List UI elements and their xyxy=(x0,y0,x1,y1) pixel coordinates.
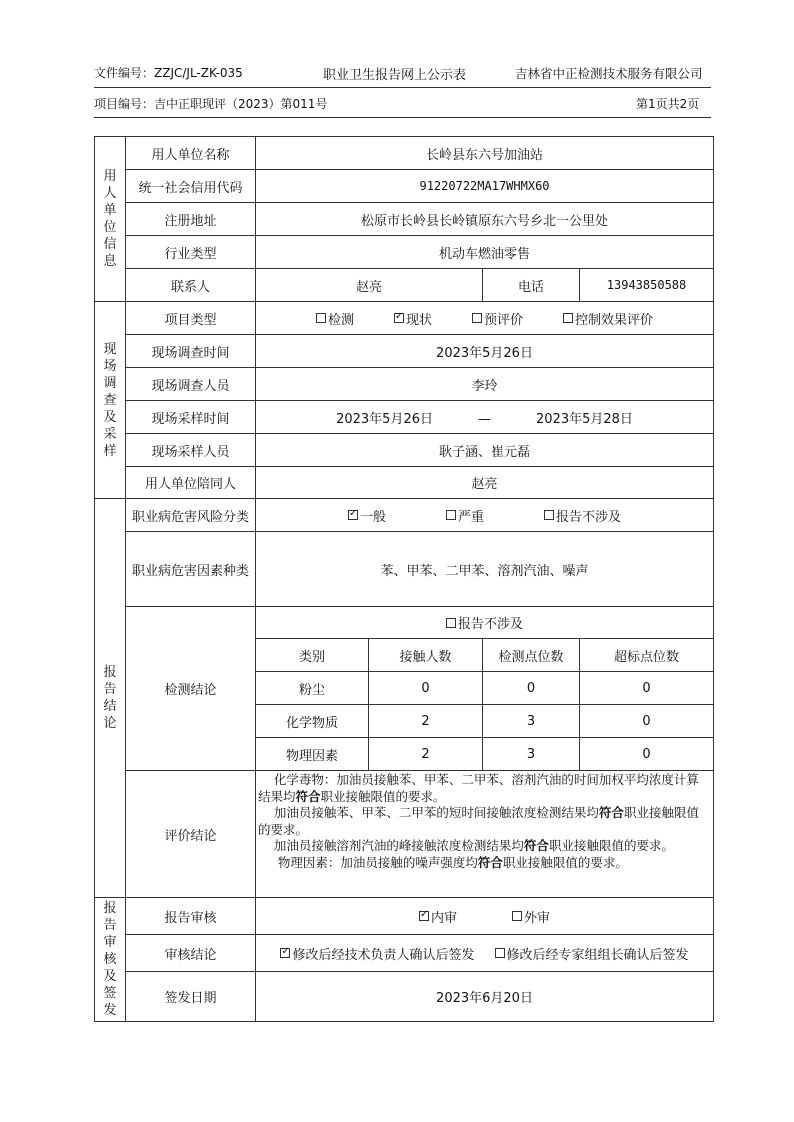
table-cell: 2 xyxy=(369,705,483,738)
table-cell: 3 xyxy=(483,705,580,738)
sampling-dash: — xyxy=(478,411,491,427)
eval-paragraph: 加油员接触溶剂汽油的峰接触浓度检测结果均符合职业接触限值的要求。 xyxy=(258,838,674,853)
credit-code: 91220722MA17WHMX60 xyxy=(256,170,714,203)
surveyor-label: 现场调查人员 xyxy=(126,368,256,401)
review-options xyxy=(256,898,714,935)
eval-paragraph: 物理因素：加油员接触的噪声强度均符合职业接触限值的要求。 xyxy=(258,854,628,870)
evaluation-conclusion xyxy=(256,771,714,898)
table-header: 接触人数 xyxy=(369,639,483,672)
section-survey: 现 场 调 查 及 采 样 xyxy=(95,302,126,499)
detect-label: 检测结论 xyxy=(126,607,256,771)
option-expert-lead-confirm[interactable]: 修改后经专家组组长确认后签发 xyxy=(495,944,689,963)
table-cell: 粉尘 xyxy=(256,672,369,705)
table-cell: 0 xyxy=(369,672,483,705)
checkbox-icon xyxy=(495,948,505,958)
section-review: 报 告 审 核 及 签 发 xyxy=(95,898,126,1022)
table-cell: 0 xyxy=(483,672,580,705)
table-header: 检测点位数 xyxy=(483,639,580,672)
review-label: 报告审核 xyxy=(126,898,256,935)
eval-paragraph: 加油员接触苯、甲苯、二甲苯的短时间接触浓度检测结果均符合职业接触限值的要求。 xyxy=(258,805,699,837)
option-control-effect[interactable]: 控制效果评价 xyxy=(563,309,653,328)
checkbox-icon xyxy=(446,618,456,628)
table-cell: 化学物质 xyxy=(256,705,369,738)
option-risk-not-involved[interactable]: 报告不涉及 xyxy=(544,506,621,525)
table-cell: 2 xyxy=(369,738,483,771)
checkbox-icon xyxy=(446,510,456,520)
option-detect-not-involved[interactable]: 报告不涉及 xyxy=(446,613,523,632)
table-header: 超标点位数 xyxy=(580,639,714,672)
registered-address: 松原市长岭县长岭镇原东六号乡北一公里处 xyxy=(256,203,714,236)
option-current-status[interactable]: ✓ 现状 xyxy=(394,309,432,328)
eval-label: 评价结论 xyxy=(126,771,256,898)
phone-label: 电话 xyxy=(483,269,580,302)
document-title: 职业卫生报告网上公示表 xyxy=(323,68,467,83)
option-detection[interactable]: 检测 xyxy=(316,309,354,328)
survey-time: 2023年5月26日 xyxy=(256,335,714,368)
checkbox-icon xyxy=(544,510,554,520)
industry-label: 行业类型 xyxy=(126,236,256,269)
companion: 赵亮 xyxy=(256,467,714,499)
table-cell: 0 xyxy=(580,705,714,738)
company-name: 吉林省中正检测技术服务有限公司 xyxy=(515,66,703,81)
checkbox-checked-icon xyxy=(348,510,358,520)
page-info: 第1页共2页 xyxy=(636,97,700,111)
table-cell: 0 xyxy=(580,738,714,771)
contact-person: 赵亮 xyxy=(256,269,483,302)
employer-name-label: 用人单位名称 xyxy=(126,137,256,170)
checkbox-checked-icon xyxy=(419,911,429,921)
review-results xyxy=(256,935,714,972)
hazard-factors: 苯、甲苯、二甲苯、溶剂汽油、噪声 xyxy=(256,532,714,607)
project-type-label: 项目类型 xyxy=(126,302,256,335)
table-cell: 3 xyxy=(483,738,580,771)
checkbox-icon xyxy=(563,313,573,323)
contact-label: 联系人 xyxy=(126,269,256,302)
checkbox-icon xyxy=(472,313,482,323)
sampling-end: 2023年5月28日 xyxy=(536,411,633,427)
option-risk-general[interactable]: ✓ 一般 xyxy=(348,506,386,525)
checkbox-icon xyxy=(316,313,326,323)
disclosure-table xyxy=(94,136,714,1022)
industry-type: 机动车燃油零售 xyxy=(256,236,714,269)
review-result-label: 审核结论 xyxy=(126,935,256,972)
option-external-review[interactable]: 外审 xyxy=(512,907,550,926)
table-cell: 物理因素 xyxy=(256,738,369,771)
checkbox-checked-icon xyxy=(280,948,290,958)
sampler: 耿子涵、崔元磊 xyxy=(256,434,714,467)
companion-label: 用人单位陪同人 xyxy=(126,467,256,499)
sampling-time-label: 现场采样时间 xyxy=(126,401,256,434)
project-type-options xyxy=(256,302,714,335)
header-divider-2 xyxy=(94,117,711,118)
table-header: 类别 xyxy=(256,639,369,672)
section-employer: 用 人 单 位 信 息 xyxy=(95,137,126,302)
eval-paragraph: 化学毒物：加油员接触苯、甲苯、二甲苯、溶剂汽油的时间加权平均浓度计算结果均符合职业接触限值的要求。 xyxy=(258,772,699,804)
employer-name: 长岭县东六号加油站 xyxy=(256,137,714,170)
phone-number: 13943850588 xyxy=(580,269,714,302)
address-label: 注册地址 xyxy=(126,203,256,236)
risk-options xyxy=(256,499,714,532)
issue-date-label: 签发日期 xyxy=(126,972,256,1022)
sampler-label: 现场采样人员 xyxy=(126,434,256,467)
factors-label: 职业病危害因素种类 xyxy=(126,532,256,607)
table-cell: 0 xyxy=(580,672,714,705)
option-tech-lead-confirm[interactable]: ✓ 修改后经技术负责人确认后签发 xyxy=(280,944,474,963)
option-pre-assessment[interactable]: 预评价 xyxy=(472,309,523,328)
sampling-start: 2023年5月26日 xyxy=(336,411,433,427)
issue-date: 2023年6月20日 xyxy=(256,972,714,1022)
project-number: 项目编号：吉中正职现评（2023）第011号 xyxy=(94,97,328,111)
survey-time-label: 现场调查时间 xyxy=(126,335,256,368)
credit-code-label: 统一社会信用代码 xyxy=(126,170,256,203)
risk-label: 职业病危害风险分类 xyxy=(126,499,256,532)
header-divider xyxy=(94,87,711,88)
section-conclusion: 报 告 结 论 xyxy=(95,499,126,898)
checkbox-icon xyxy=(512,911,522,921)
sampling-time xyxy=(256,401,714,434)
surveyor: 李玲 xyxy=(256,368,714,401)
checkbox-checked-icon xyxy=(394,313,404,323)
option-internal-review[interactable]: ✓ 内审 xyxy=(419,907,457,926)
file-number: 文件编号：ZZJC/JL-ZK-035 xyxy=(94,66,243,80)
option-risk-serious[interactable]: 严重 xyxy=(446,506,484,525)
detect-not-involved xyxy=(256,607,714,639)
